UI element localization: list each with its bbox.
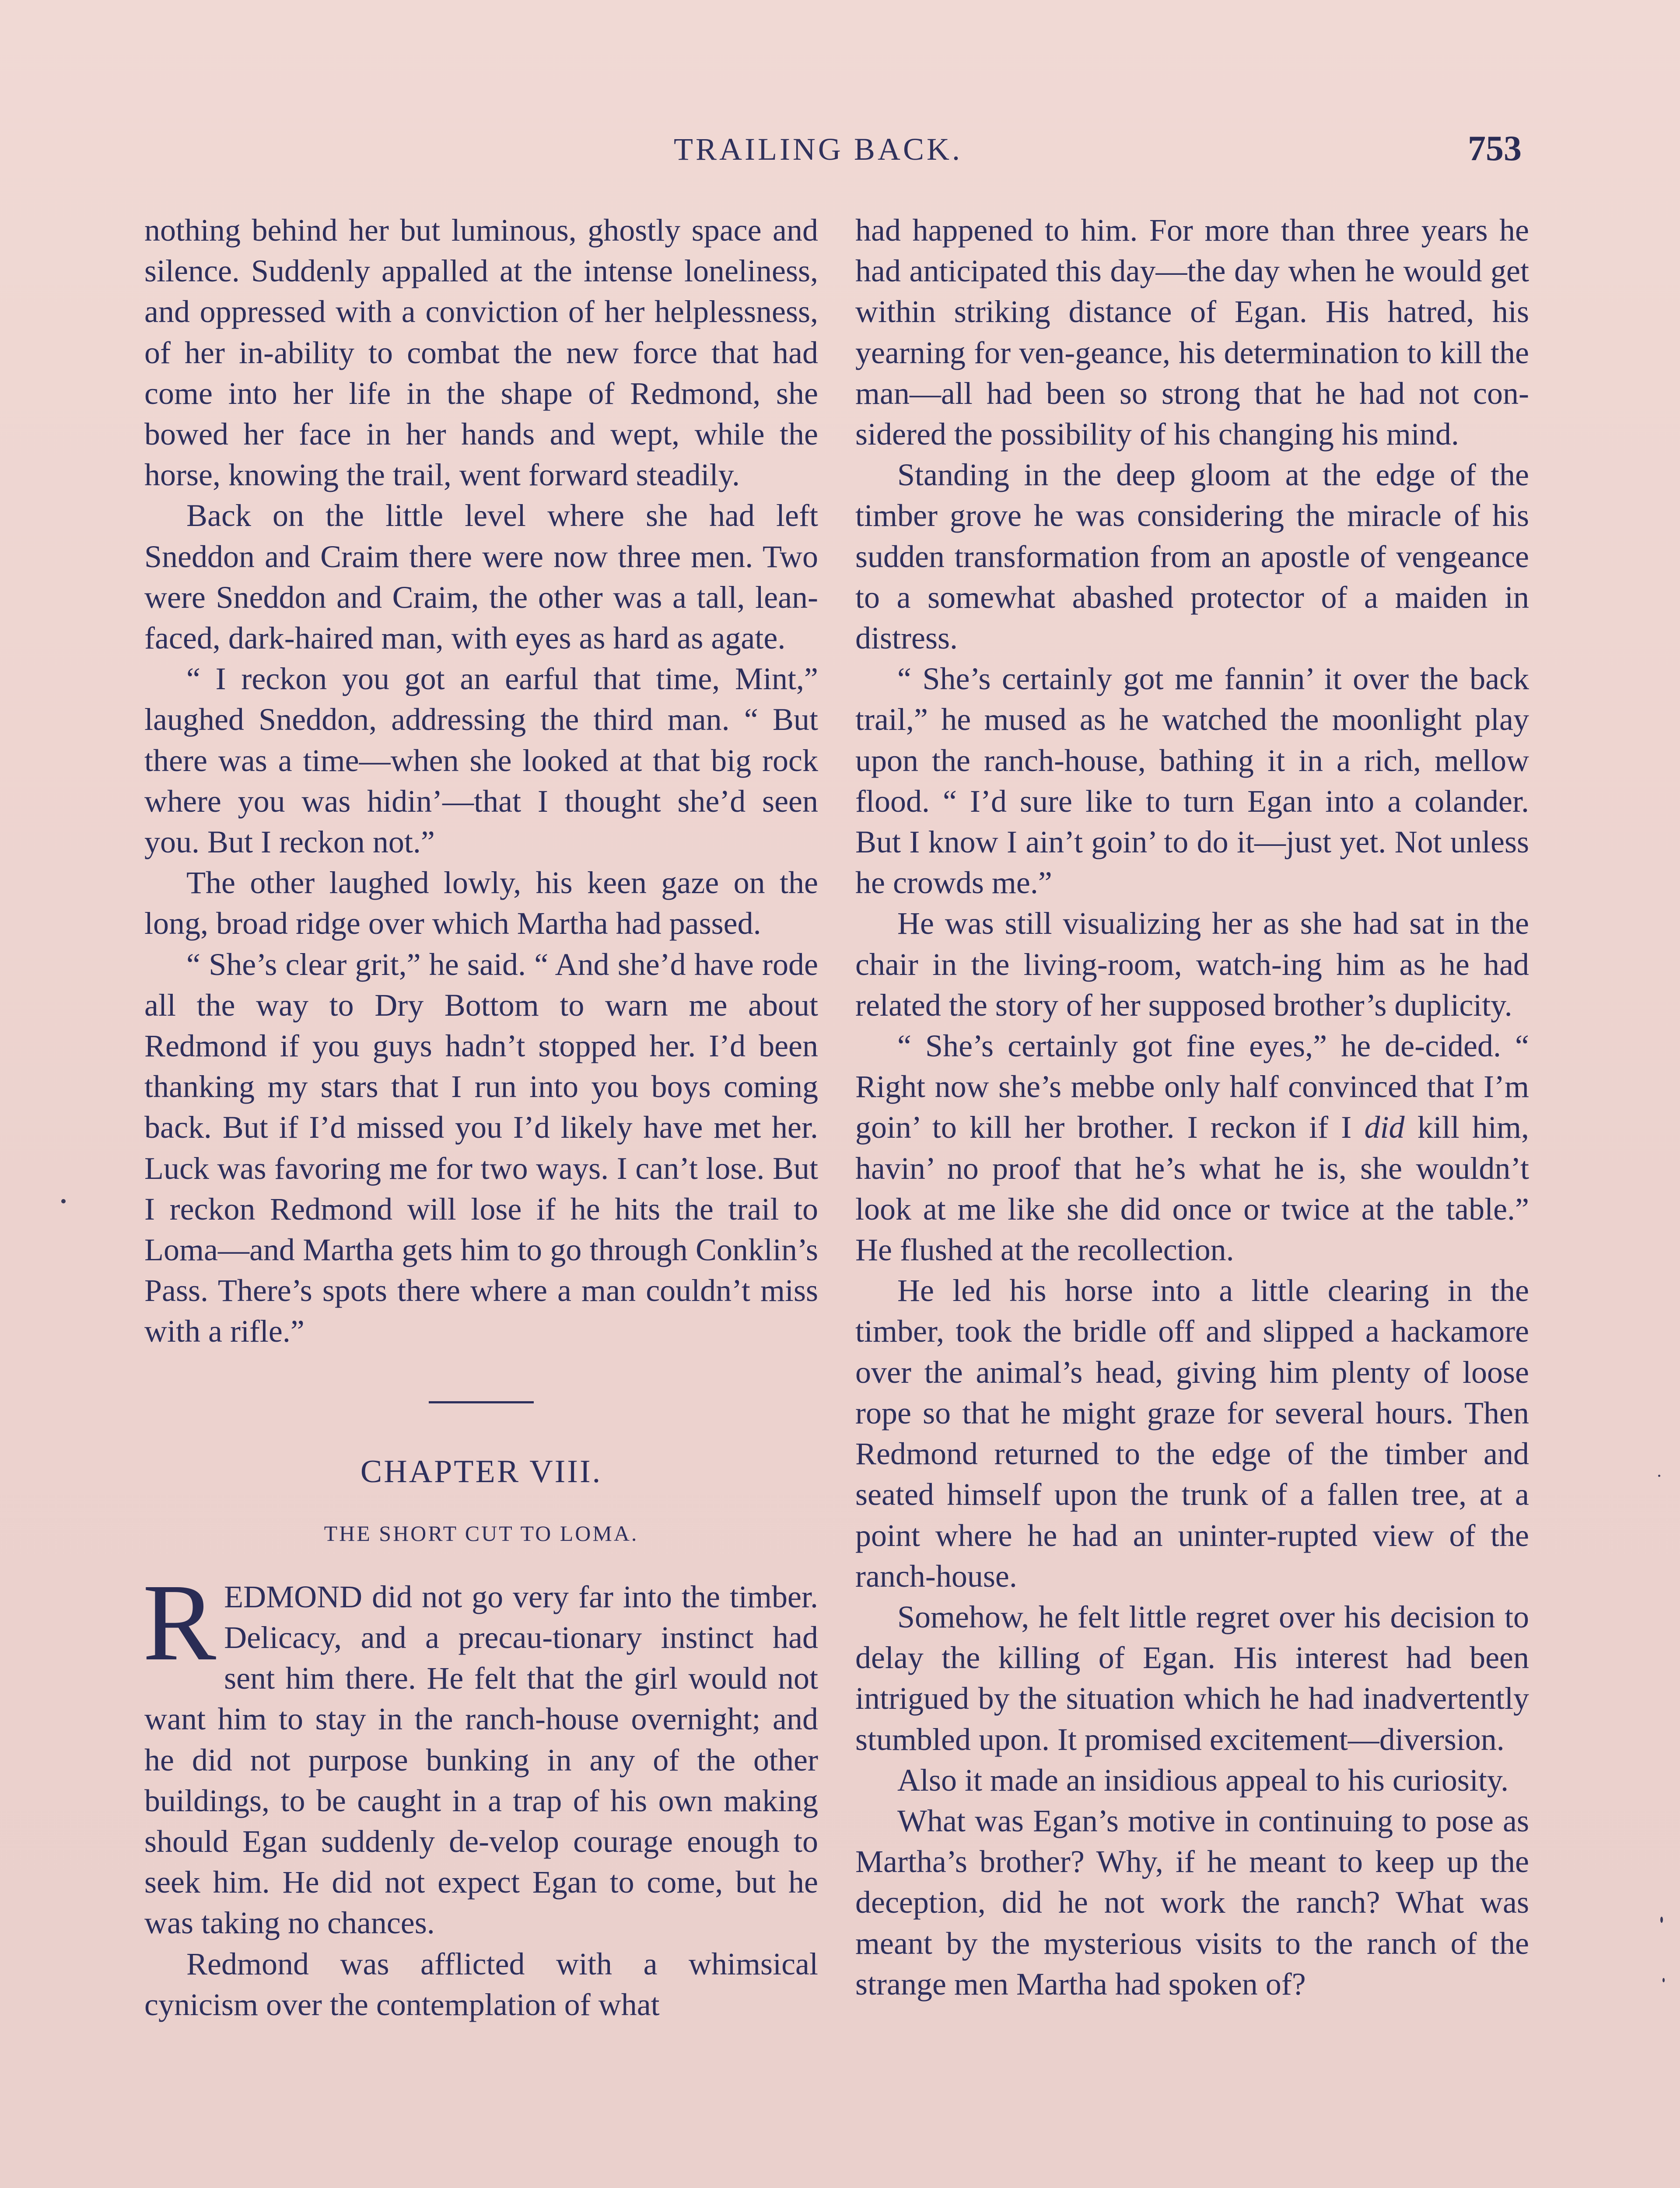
paragraph (855, 1026, 1529, 1270)
paragraph: He was still visualizing her as she had sat in the chair in the living-room, watch-ing him as he had related the story of her supposed brother’s duplicity. (855, 906, 1529, 1023)
print-speck (61, 1199, 66, 1203)
paragraph: had happened to him. For more than three years he had anticipated this day—the day when he would get within striking distance of Egan. His hatred, his yearning for ven-geance, his determination to kill the man—all had been so strong that he had not con-sidered the possibility of his changing his mind. (855, 213, 1529, 452)
text-run: kill him, havin’ no proof that he’s what he is, she wouldn’t look at me like she did once or twice at the table.” He flushed at the recollection. (855, 1110, 1529, 1268)
text-run: “ She’s certainly got fine eyes,” he de-cided. “ Right now she’s mebbe only half convinced that I’m goin’ to kill her brother. I reckon if I (855, 1028, 1529, 1145)
paragraph: Also it made an insidious appeal to his curiosity. (897, 1762, 1509, 1798)
section-divider (429, 1401, 534, 1403)
print-speck (1658, 1475, 1660, 1477)
paragraph: He led his horse into a little clearing in the timber, took the bridle off and slipped a hackamore over the animal’s head, giving him plenty of loose rope so that he might graze for several hours. Then Redmond returned to the edge of the timber and seated himself upon the trunk of a fallen tree, at a point where he had an uninter-rupted view of the ranch-house. (855, 1273, 1529, 1594)
paragraph: The other laughed lowly, his keen gaze on the long, broad ridge over which Martha had passed. (144, 865, 818, 941)
paragraph: Somehow, he felt little regret over his decision to delay the killing of Egan. His interest had been intrigued by the situation which he had inadvertently stumbled upon. It promised excitement—diversion. (855, 1599, 1529, 1757)
right-column (855, 210, 1529, 2005)
chapter-subtitle: THE SHORT CUT TO LOMA. (324, 1521, 639, 1546)
paragraph: “ She’s certainly got me fannin’ it over the back trail,” he mused as he watched the moonlight play upon the ranch-house, bathing it in a rich, mellow flood. “ I’d sure like to turn Egan into a colander. But I know I ain’t goin’ to do it—just yet. Not unless he crowds me.” (855, 661, 1529, 901)
paragraph: “ I reckon you got an earful that time, Mint,” laughed Sneddon, addressing the third man. “ But there was a time—when she looked at that big rock where you was hidin’—that I thought she’d seen you. But I reckon not.” (144, 661, 818, 860)
opening-text: EDMOND did not go very far into the timber. Delicacy, and a precau-tionary instinct had sent him there. He felt that the girl would not want him to stay in the ranch-house overnight; and he did not purpose bunking in any of the other buildings, to be caught in a trap of his own making should Egan suddenly de-velop courage enough to seek him. He did not expect Egan to come, but he was taking no chances. (144, 1579, 818, 1941)
left-column (144, 210, 818, 2025)
drop-cap: R (143, 1560, 217, 1683)
page-number: 753 (1468, 128, 1522, 168)
paragraph: “ She’s clear grit,” he said. “ And she’d have rode all the way to Dry Bottom to warn me about Redmond if you guys hadn’t stopped her. I’d been thanking my stars that I run into you boys coming back. But if I’d missed you I’d likely have met her. Luck was favoring me for two ways. I can’t lose. But I reckon Redmond will lose if he hits the trail to Loma—and Martha gets him to go through Conklin’s Pass. There’s spots there where a man couldn’t miss with a rifle.” (144, 947, 818, 1349)
print-speck (1660, 1917, 1663, 1923)
italic-text: did (1364, 1110, 1405, 1145)
chapter-opening-paragraph (143, 1560, 818, 1944)
running-head: TRAILING BACK. (674, 132, 962, 167)
paragraph: nothing behind her but luminous, ghostly space and silence. Suddenly appalled at the intense loneliness, and oppressed with a conviction of her helplessness, of her in-ability to combat the new force that had come into her life in the shape of Redmond, she bowed her face in her hands and wept, while the horse, knowing the trail, went forward steadily. (144, 213, 818, 493)
paragraph: Back on the little level where she had left Sneddon and Craim there were now three men. Two were Sneddon and Craim, the other was a tall, lean-faced, dark-haired man, with eyes as hard as agate. (144, 498, 818, 656)
paragraph: What was Egan’s motive in continuing to pose as Martha’s brother? Why, if he meant to keep up the deception, did he not work the ranch? What was meant by the mysterious visits to the ranch of the strange men Martha had spoken of? (855, 1803, 1529, 2002)
paragraph: Standing in the deep gloom at the edge of the timber grove he was considering the miracle of his sudden transformation from an apostle of vengeance to a somewhat abashed protector of a maiden in distress. (855, 457, 1529, 656)
paragraph: Redmond was afflicted with a whimsical cynicism over the contemplation of what (144, 1946, 818, 2022)
print-speck (1662, 1978, 1665, 1982)
chapter-title: CHAPTER VIII. (360, 1453, 602, 1490)
